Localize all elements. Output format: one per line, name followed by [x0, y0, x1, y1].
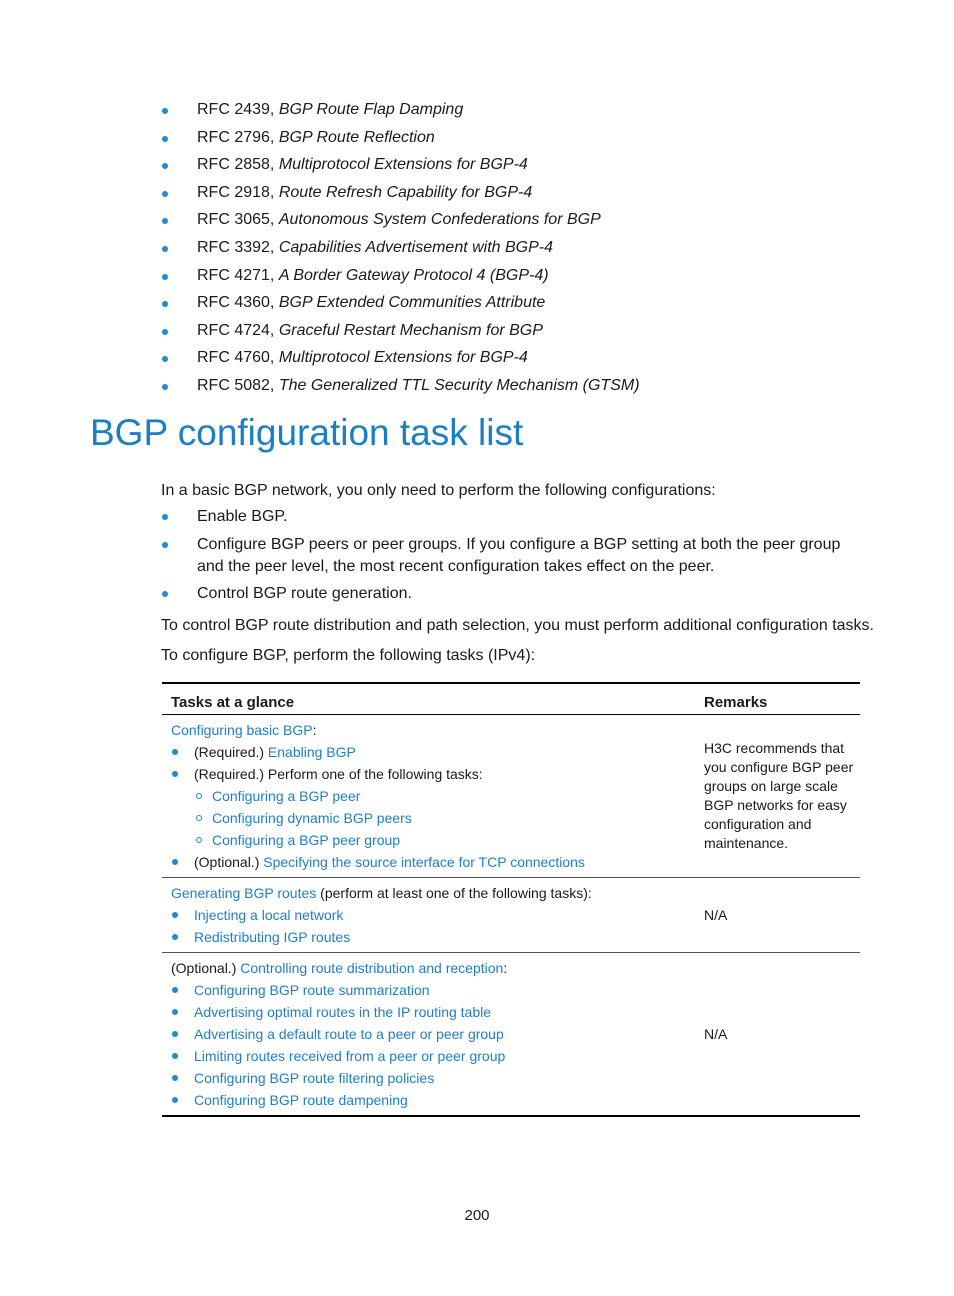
route-summarization-link[interactable]: Configuring BGP route summarization	[194, 982, 430, 998]
rfc-item	[0, 234, 954, 262]
page-number: 200	[464, 1207, 490, 1224]
task-item	[171, 1089, 695, 1111]
sub-task-item	[171, 785, 695, 807]
rfc-item	[0, 289, 954, 317]
bullet-icon	[172, 1053, 178, 1059]
rfc-item	[0, 179, 954, 207]
sub-task-item	[171, 807, 695, 829]
intro-item-text: Enable BGP.	[197, 508, 288, 525]
bullet-icon	[172, 1031, 178, 1037]
intro-item-text: Control BGP route generation.	[197, 585, 412, 602]
intro-list	[0, 506, 954, 611]
bullet-icon	[162, 384, 168, 390]
bullet-icon	[172, 1009, 178, 1015]
configuring-bgp-peer-link[interactable]: Configuring a BGP peer	[212, 788, 361, 804]
rfc-item	[0, 124, 954, 152]
bullet-icon	[162, 218, 168, 224]
column-header-tasks: Tasks at a glance	[162, 683, 695, 715]
bullet-icon	[172, 771, 178, 777]
table-row	[162, 953, 860, 1117]
task-cell	[162, 878, 695, 953]
remark-cell: H3C recommends that you configure BGP peer groups on large scale BGP networks for easy configuration and maintenance.	[695, 715, 860, 878]
intro-item-text: Configure BGP peers or peer groups. If you configure a BGP setting at both the peer group and the peer level, the most recent configuration takes effect on the peer.	[197, 536, 841, 575]
task-item: (Optional.) Specifying the source interface for TCP connections	[171, 851, 695, 873]
bullet-icon	[172, 749, 178, 755]
rfc-title: Autonomous System Confederations for BGP	[278, 211, 601, 229]
additional-tasks-paragraph: To control BGP route distribution and path selection, you must perform additional configuration tasks.	[161, 617, 874, 634]
rfc-item	[0, 317, 954, 345]
bullet-icon	[162, 246, 168, 252]
route-dampening-link[interactable]: Configuring BGP route dampening	[194, 1092, 408, 1108]
rfc-title: A Border Gateway Protocol 4 (BGP-4)	[278, 266, 549, 284]
task-cell	[162, 715, 695, 878]
task-item	[171, 1067, 695, 1089]
rfc-number: RFC 4360,	[197, 294, 275, 312]
enabling-bgp-link[interactable]: Enabling BGP	[267, 744, 356, 760]
bullet-icon	[172, 934, 178, 940]
rfc-list	[0, 96, 954, 400]
advertising-default-route-link[interactable]: Advertising a default route to a peer or peer group	[194, 1026, 504, 1042]
bullet-icon	[162, 356, 168, 362]
rfc-number: RFC 3392,	[197, 238, 275, 256]
rfc-number: RFC 3065,	[197, 211, 275, 229]
task-item	[171, 1001, 695, 1023]
limiting-routes-link[interactable]: Limiting routes received from a peer or peer group	[194, 1048, 506, 1064]
circle-bullet-icon	[196, 793, 202, 799]
task-heading: Generating BGP routes (perform at least one of the following tasks):	[171, 885, 592, 901]
task-item: (Required.) Enabling BGP	[171, 741, 695, 763]
rfc-item	[0, 372, 954, 400]
configuring-dynamic-bgp-peers-link[interactable]: Configuring dynamic BGP peers	[212, 810, 412, 826]
configuring-bgp-peer-group-link[interactable]: Configuring a BGP peer group	[212, 832, 401, 848]
bullet-icon	[162, 514, 168, 520]
task-heading: Configuring basic BGP:	[171, 722, 317, 738]
task-item	[171, 979, 695, 1001]
injecting-local-network-link[interactable]: Injecting a local network	[194, 907, 344, 923]
task-heading: (Optional.) Controlling route distribution and reception:	[171, 960, 508, 976]
task-item	[171, 1045, 695, 1067]
circle-bullet-icon	[196, 815, 202, 821]
intro-paragraph: In a basic BGP network, you only need to perform the following configurations:	[161, 482, 716, 499]
rfc-title: BGP Extended Communities Attribute	[278, 294, 546, 312]
circle-bullet-icon	[196, 837, 202, 843]
bullet-icon	[162, 163, 168, 169]
table-row	[162, 715, 860, 878]
intro-list-item	[0, 506, 867, 534]
route-filtering-policies-link[interactable]: Configuring BGP route filtering policies	[194, 1070, 435, 1086]
rfc-title: Multiprotocol Extensions for BGP-4	[278, 349, 528, 367]
rfc-item	[0, 262, 954, 290]
bullet-icon	[172, 987, 178, 993]
intro-list-item	[0, 534, 867, 583]
bullet-icon	[162, 136, 168, 142]
task-table	[162, 682, 860, 1117]
rfc-number: RFC 2439,	[197, 101, 275, 118]
task-item	[171, 1023, 695, 1045]
rfc-item	[0, 344, 954, 372]
rfc-number: RFC 2796,	[197, 128, 275, 146]
rfc-number: RFC 4271,	[197, 266, 275, 284]
column-header-remarks: Remarks	[695, 683, 860, 715]
rfc-number: RFC 2918,	[197, 183, 275, 201]
rfc-title: Capabilities Advertisement with BGP-4	[278, 238, 554, 256]
rfc-number: RFC 2858,	[197, 156, 275, 174]
bullet-icon	[162, 274, 168, 280]
bullet-icon	[172, 1097, 178, 1103]
bullet-icon	[172, 859, 178, 865]
task-item: (Required.) Perform one of the following tasks:	[171, 763, 695, 785]
task-cell	[162, 953, 695, 1117]
table-header-row	[162, 683, 860, 715]
rfc-title: Route Refresh Capability for BGP-4	[278, 183, 533, 201]
bullet-icon	[162, 591, 168, 597]
controlling-route-distribution-link[interactable]: Controlling route distribution and reception	[240, 960, 504, 976]
task-item	[171, 904, 695, 926]
rfc-number: RFC 4724,	[197, 321, 275, 339]
rfc-item	[0, 96, 954, 124]
bullet-icon	[172, 1075, 178, 1081]
bullet-icon	[162, 301, 168, 307]
redistributing-igp-routes-link[interactable]: Redistributing IGP routes	[194, 929, 351, 945]
bullet-icon	[172, 912, 178, 918]
advertising-optimal-routes-link[interactable]: Advertising optimal routes in the IP routing table	[194, 1004, 492, 1020]
rfc-title: BGP Route Reflection	[278, 128, 435, 146]
table-row	[162, 878, 860, 953]
intro-list-item	[0, 583, 867, 611]
bullet-icon	[162, 329, 168, 335]
remark-cell: N/A	[695, 953, 860, 1117]
tasks-intro-paragraph: To configure BGP, perform the following tasks (IPv4):	[161, 647, 536, 664]
remark-cell: N/A	[695, 878, 860, 953]
rfc-item	[0, 151, 954, 179]
configuring-basic-bgp-link[interactable]: Configuring basic BGP	[171, 722, 313, 738]
bullet-icon	[162, 542, 168, 548]
generating-bgp-routes-link[interactable]: Generating BGP routes	[171, 885, 317, 901]
rfc-title: BGP Route Flap Damping	[278, 101, 464, 118]
bullet-icon	[162, 108, 168, 114]
rfc-item	[0, 206, 954, 234]
rfc-title: Graceful Restart Mechanism for BGP	[278, 321, 543, 339]
sub-task-item	[171, 829, 695, 851]
section-title: BGP configuration task list	[90, 412, 524, 453]
rfc-title: The Generalized TTL Security Mechanism (GTSM)	[278, 376, 640, 394]
rfc-number: RFC 5082,	[197, 376, 275, 394]
task-item	[171, 926, 695, 948]
bullet-icon	[162, 191, 168, 197]
rfc-title: Multiprotocol Extensions for BGP-4	[278, 156, 528, 174]
rfc-number: RFC 4760,	[197, 349, 275, 367]
source-interface-tcp-link[interactable]: Specifying the source interface for TCP connections	[263, 854, 585, 870]
